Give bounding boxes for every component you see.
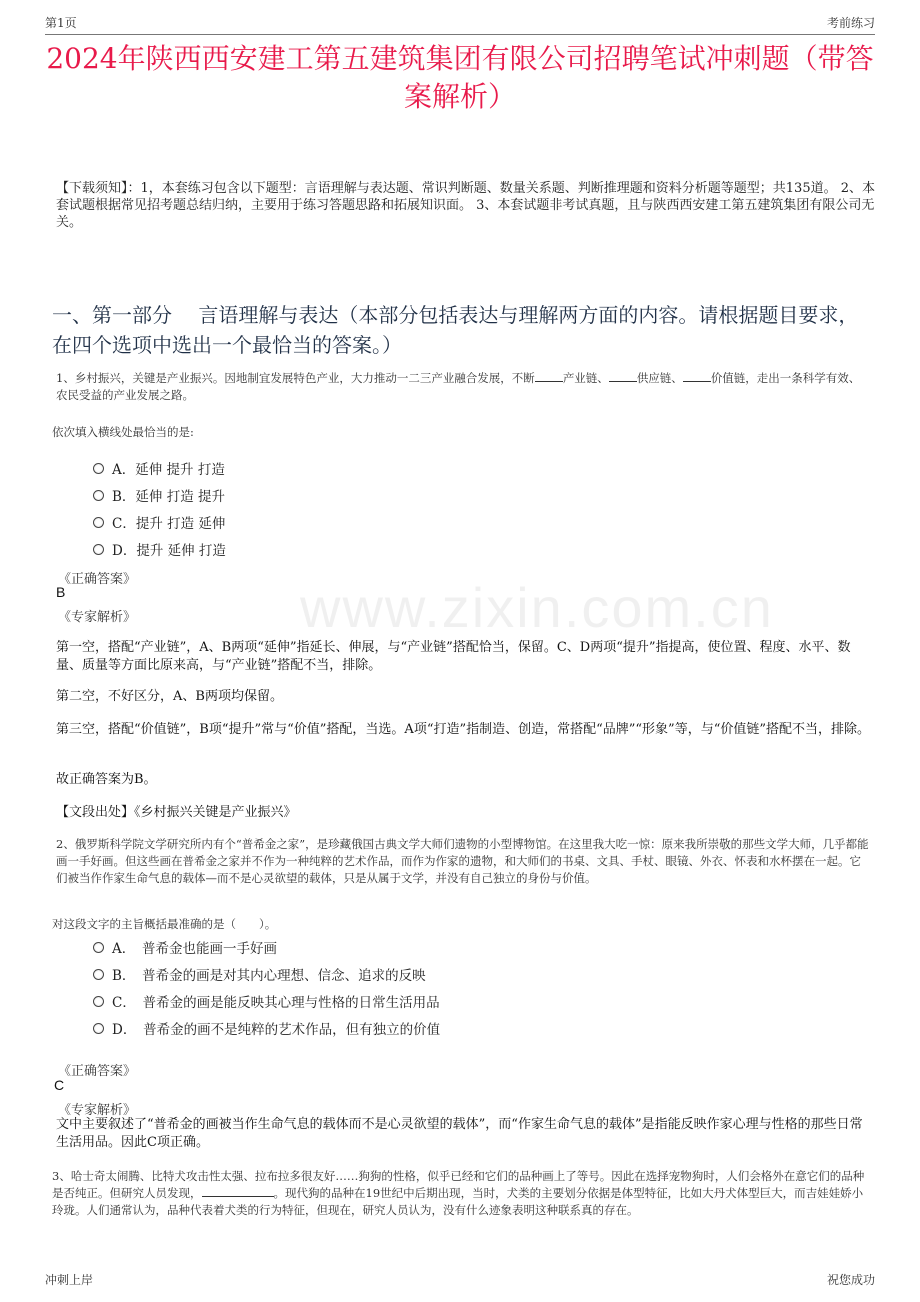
radio-icon[interactable] [93, 1023, 104, 1034]
q1-option-a[interactable]: A．延伸 提升 打造 [93, 458, 225, 478]
radio-icon[interactable] [93, 490, 104, 501]
radio-icon[interactable] [93, 996, 104, 1007]
q2-option-c[interactable]: C． 普希金的画是能反映其心理与性格的日常生活用品 [93, 991, 440, 1011]
radio-icon[interactable] [93, 463, 104, 474]
radio-icon[interactable] [93, 517, 104, 528]
page-header [45, 14, 875, 35]
question-2-prompt: 对这段文字的主旨概括最准确的是（ ）。 [52, 917, 277, 931]
q1-analysis-para: 第三空，搭配“价值链”，B项“提升”常与“价值”搭配，当选。A项“打造”指制造、创造，常搭配“品牌”“形象”等，与“价值链”搭配不当，排除。 [56, 722, 870, 737]
q1-analysis-label: 《专家解析》 [58, 610, 137, 625]
q1-analysis-para: 第二空，不好区分，A、B两项均保留。 [56, 689, 283, 704]
q2-answer-label: 《正确答案》 [58, 1064, 137, 1079]
q2-option-b[interactable]: B． 普希金的画是对其内心理想、信念、追求的反映 [93, 964, 426, 984]
page-title: 2024年陕西西安建工第五建筑集团有限公司招聘笔试冲刺题（带答案解析） [46, 42, 874, 113]
question-2-stem: 2、俄罗斯科学院文学研究所内有个“普希金之家”，是珍藏俄国古典文学大师们遗物的小型博物馆。在这里我大吃一惊：原来我所崇敬的那些文学大师，几乎都能画一手好画。但这些画在普希金之家并不作为一种纯粹的艺术作品，而作为作家的遗物，和大师们的书桌、文具、手杖、眼镜、外衣、怀表和水杯摆在一起。它们被当作作家生命气息的载体—而不是心灵欲望的载体，只是从属于文学，并没有自己独立的身份与价值。 [56, 837, 869, 885]
q1-source: 【文段出处】《乡村振兴关键是产业振兴》 [56, 805, 297, 820]
footer-right: 祝您成功 [826, 1273, 875, 1287]
page-footer [45, 1271, 875, 1288]
q1-analysis-para: 第一空，搭配“产业链”，A、B两项“延伸”指延长、伸展，与“产业链”搭配恰当，保留。C、D两项“提升”指提高，使位置、程度、水平、数量、质量等方面比原来高，与“产业链”搭配不当，排除。 [56, 640, 851, 673]
q2-option-a[interactable]: A． 普希金也能画一手好画 [93, 937, 277, 957]
header-tag: 考前练习 [826, 16, 875, 30]
q2-analysis: 文中主要叙述了“普希金的画被当作生命气息的载体而不是心灵欲望的载体”，而“作家生命气息的载体”是指能反映作家心理与性格的那些日常生活用品。因此C项正确。 [56, 1117, 863, 1150]
section-heading: 一、第一部分 言语理解与表达（本部分包括表达与理解两方面的内容。请根据题目要求，在四个选项中选出一个最恰当的答案。） [52, 303, 859, 357]
question-3-stem: 3、哈士奇太闹腾、比特犬攻击性太强、拉布拉多很友好……狗狗的性格，似乎已经和它们的品种画上了等号。因此在选择宠物狗时，人们会格外在意它们的品种是否纯正。但研究人员发现， 。现代狗的品种在19世纪中后期出现，当时，犬类的主要划分依据是体型特征，比如大丹犬体型巨大，而吉娃娃娇小玲珑。人们通常认为，品种代表着犬类的行为特征，但现在，研究人员认为，没有什么迹象表明这种联系真的存在。 [52, 1169, 865, 1217]
q2-analysis-label: 《专家解析》 [58, 1103, 137, 1118]
question-1-stem: 1、乡村振兴，关键是产业振兴。因地制宜发展特色产业，大力推动一二三产业融合发展，不断 产业链、 供应链、 价值链，走出一条科学有效、农民受益的产业发展之路。 [56, 371, 861, 402]
q1-option-b[interactable]: B．延伸 打造 提升 [93, 485, 225, 505]
q1-answer: B [56, 584, 66, 600]
q1-answer-label: 《正确答案》 [58, 572, 137, 587]
page-number: 第1页 [45, 16, 77, 30]
q1-analysis-para: 故正确答案为B。 [56, 772, 157, 787]
question-1-prompt: 依次填入横线处最恰当的是: [52, 425, 194, 439]
radio-icon[interactable] [93, 544, 104, 555]
q1-option-d[interactable]: D．提升 延伸 打造 [93, 539, 226, 559]
q2-option-d[interactable]: D． 普希金的画不是纯粹的艺术作品，但有独立的价值 [93, 1018, 440, 1038]
radio-icon[interactable] [93, 942, 104, 953]
watermark: www.zixin.com.cn [300, 576, 774, 639]
q2-answer: C [54, 1077, 65, 1093]
footer-left: 冲刺上岸 [45, 1273, 94, 1287]
radio-icon[interactable] [93, 969, 104, 980]
q1-option-c[interactable]: C．提升 打造 延伸 [93, 512, 225, 532]
download-notice: 【下载须知】：1，本套练习包含以下题型：言语理解与表达题、常识判断题、数量关系题、判断推理题和资料分析题等题型；共135道。 2、本套试题根据常见招考题总结归纳，主要用于练习答题思路和拓展知识面。 3、本套试题非考试真题，且与陕西西安建工第五建筑集团有限公司无关。 [56, 181, 875, 230]
